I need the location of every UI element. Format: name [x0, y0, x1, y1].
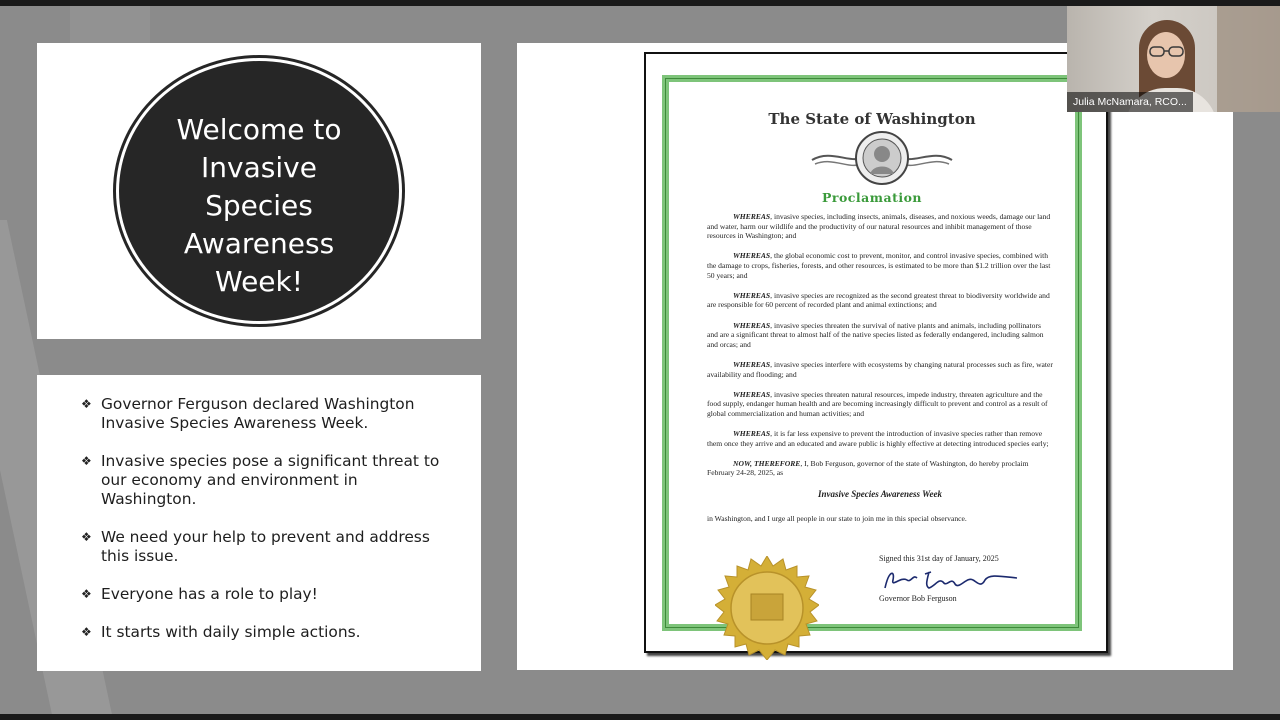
state-seal-icon	[807, 130, 957, 186]
proclamation-paragraph: WHEREAS, invasive species, including insects, animals, diseases, and noxious weeds, damage our land and water, harm our wildlife and the productivity of our natural resources and inhibit management of those resources in Washington; and	[707, 212, 1051, 241]
proclamation-inner	[681, 94, 1063, 612]
bullet-item	[81, 585, 441, 604]
proclamation-heading: Proclamation	[821, 190, 923, 205]
proclamation-paragraph: NOW, THEREFORE, I, Bob Ferguson, governor of the state of Washington, do hereby proclaim February 24-28, 2025, as	[707, 458, 1029, 478]
diamond-bullet-icon: ❖	[81, 625, 92, 639]
proclamation-paragraph: WHEREAS, the global economic cost to prevent, monitor, and control invasive species, combined with the damage to crops, fisheries, forests, and other resources, is estimated to be more than $1.2 trillion over the last 50 years; and	[707, 251, 1051, 280]
proclamation-paragraph: WHEREAS, invasive species threaten natural resources, impede industry, threaten agriculture and the food supply, endanger human health and are becoming increasingly difficult to prevent and control as a result of global commercialization and human activities; and	[707, 389, 1048, 418]
bullet-text: We need your help to prevent and address this issue.	[101, 528, 430, 565]
diamond-bullet-icon: ❖	[81, 454, 92, 468]
video-shelf	[1217, 6, 1280, 112]
proclamation-border	[662, 75, 1082, 631]
bottom-letterbox-bar	[0, 714, 1280, 720]
state-title: The State of Washington	[768, 110, 976, 128]
title-panel	[37, 43, 481, 339]
bullet-text: It starts with daily simple actions.	[101, 623, 361, 641]
bullet-text: Governor Ferguson declared Washington Invasive Species Awareness Week.	[101, 395, 415, 432]
proclamation-body	[707, 212, 1053, 523]
participant-video-tile[interactable]	[1067, 6, 1280, 112]
proclamation-paragraph: WHEREAS, invasive species interfere with ecosystems by changing natural processes such as fire, water availability and flooding; and	[707, 359, 1053, 379]
proclamation-paragraph: WHEREAS, it is far less expensive to prevent the introduction of invasive species rather than remove them once they arrive and an educated and aware public is highly effective at detecting introduced species early;	[707, 429, 1049, 448]
proclamation-paragraph: WHEREAS, invasive species threaten the survival of native plants and animals, including pollinators and are a significant threat to almost half of the native species listed as federally endangered, including salmon and orcas; and	[707, 320, 1044, 349]
proclamation-document	[644, 52, 1108, 653]
title-circle	[119, 61, 399, 321]
bullet-item	[81, 528, 441, 566]
governor-signature	[881, 566, 1021, 594]
bullet-text: Everyone has a role to play!	[101, 585, 318, 603]
week-name: Invasive Species Awareness Week	[818, 489, 942, 500]
bullet-panel	[37, 375, 481, 671]
signed-date: Signed this 31st day of January, 2025	[879, 554, 999, 563]
proclamation-panel	[517, 43, 1233, 670]
diamond-bullet-icon: ❖	[81, 530, 92, 544]
participant-name-label: Julia McNamara, RCO...	[1067, 92, 1193, 112]
bullet-item	[81, 623, 441, 642]
diamond-bullet-icon: ❖	[81, 397, 92, 411]
bullet-item	[81, 452, 441, 509]
diamond-bullet-icon: ❖	[81, 587, 92, 601]
governor-name: Governor Bob Ferguson	[879, 594, 957, 603]
proclamation-paragraph: WHEREAS, invasive species are recognized as the second greatest threat to biodiversity worldwide and are responsible for 60 percent of recorded plant and animal extinctions; and	[707, 290, 1050, 310]
gold-seal-icon	[715, 556, 819, 665]
bullet-list	[81, 395, 441, 661]
bullet-text: Invasive species pose a significant threat to our economy and environment in Washington.	[101, 452, 440, 508]
glasses-icon	[1147, 46, 1187, 58]
closing-line: in Washington, and I urge all people in our state to join me in this special observance.	[707, 513, 967, 523]
bullet-item	[81, 395, 441, 433]
slide-title: Welcome to Invasive Species Awareness Week!	[176, 113, 342, 298]
